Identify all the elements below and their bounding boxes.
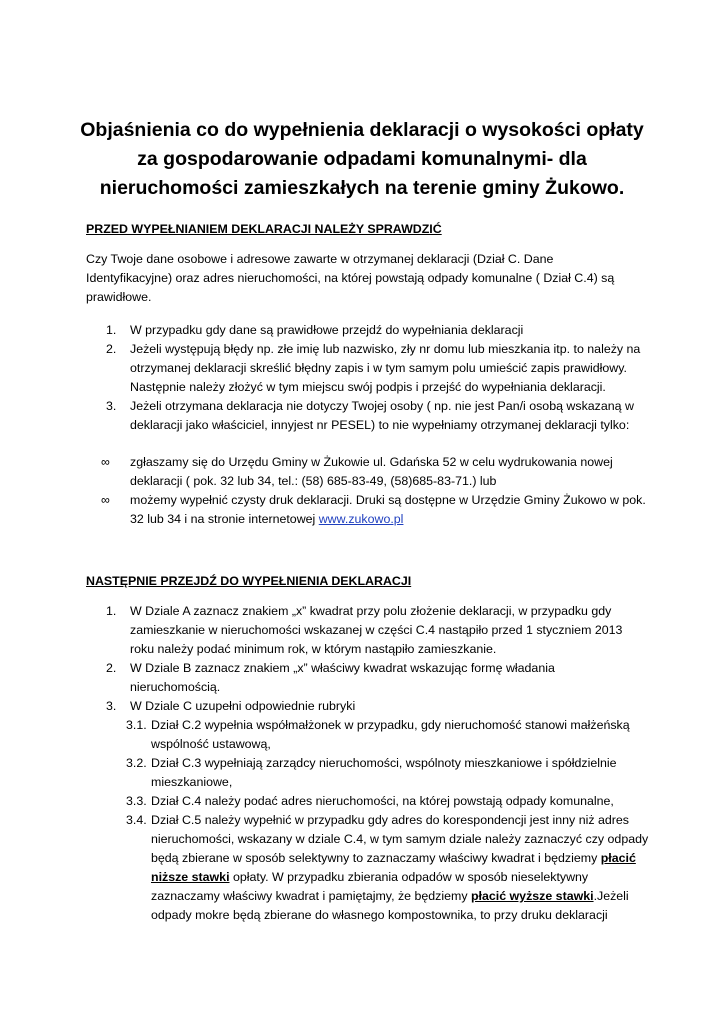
text-line: Identyfikacyjne) oraz adres nieruchomości, na której powstają odpady komunalne ( Dział C.4) są xyxy=(86,271,615,285)
text-line: roku należy podać minimum rok, w którym nastąpiło zamieszkanie. xyxy=(130,642,497,656)
title-line: za gospodarowanie odpadami komunalnymi- dla xyxy=(137,148,587,170)
text-line: Czy Twoje dane osobowe i adresowe zawarte w otrzymanej deklaracji (Dział C. Dane xyxy=(86,252,554,266)
section-heading-fill: NASTĘPNIE PRZEJDŹ DO WYPEŁNIENIA DEKLARACJI xyxy=(86,574,412,588)
text-fragment: opłaty. W przypadku zbierania odpadów w sposób nieselektywny xyxy=(229,870,589,884)
text-line xyxy=(151,849,648,868)
text-line: Dział C.3 wypełniają zarządcy nieruchomości, wspólnoty mieszkaniowe i spółdzielnie xyxy=(151,756,617,770)
list-item xyxy=(130,602,622,659)
text-line: Dział C.4 należy podać adres nieruchomości, na której powstają odpady komunalne, xyxy=(151,794,614,808)
text-line xyxy=(151,868,648,887)
list-number: 1. xyxy=(106,604,117,618)
infinity-bullet-icon: ∞ xyxy=(101,493,110,507)
text-line: mieszkaniowe, xyxy=(151,775,233,789)
sublist-item xyxy=(151,716,630,754)
text-fragment: będą zbierane w sposób selektywny to zaznaczamy właściwy kwadrat i będziemy xyxy=(151,851,601,865)
list-number: 2. xyxy=(106,661,117,675)
text-line: nieruchomości, wskazany w dziale C.4, w tym samym dziale należy zaznaczyć czy odpady xyxy=(151,832,649,846)
text-line xyxy=(130,510,646,529)
text-line xyxy=(151,887,648,906)
text-line: możemy wypełnić czysty druk deklaracji. Druki są dostępne w Urzędzie Gminy Żukowo w pok. xyxy=(130,493,646,507)
text-line: Jeżeli otrzymana deklaracja nie dotyczy Twojej osoby ( np. nie jest Pan/i osobą wskazaną w xyxy=(130,399,634,413)
title-line: Objaśnienia co do wypełnienia deklaracji o wysokości opłaty xyxy=(80,119,644,141)
infinity-bullet-icon: ∞ xyxy=(101,455,110,469)
list-item xyxy=(130,397,634,435)
text-line: wspólność ustawową, xyxy=(151,737,271,751)
sublist-item xyxy=(151,754,617,792)
text-line: deklaracji ( pok. 32 lub 34, tel.: (58) 685-83-49, (58)685-83-71.) lub xyxy=(130,474,497,488)
document-title xyxy=(60,116,664,203)
sublist-number: 3.2. xyxy=(126,756,147,770)
text-line: odpady mokre będą zbierane do własnego kompostownika, to przy druku deklaracji xyxy=(151,908,608,922)
text-line: prawidłowe. xyxy=(86,290,152,304)
list-number: 2. xyxy=(106,342,117,356)
website-link[interactable]: www.zukowo.pl xyxy=(318,512,404,526)
text-line: W Dziale B zaznacz znakiem „x” właściwy kwadrat wskazując formę władania xyxy=(130,661,555,675)
list-number: 1. xyxy=(106,323,117,337)
text-fragment: .Jeżeli xyxy=(593,889,629,903)
bullet-item xyxy=(130,453,613,491)
emphasis-lower-rate: płacić xyxy=(600,851,636,865)
text-line: W Dziale C uzupełni odpowiednie rubryki xyxy=(130,699,356,713)
text-line: zamieszkanie w nieruchomości wskazanej w części C.4 nastąpiło przed 1 styczniem 2013 xyxy=(130,623,623,637)
text-line: zgłaszamy się do Urzędu Gminy w Żukowie ul. Gdańska 52 w celu wydrukowania nowej xyxy=(130,455,613,469)
sublist-number: 3.1. xyxy=(126,718,147,732)
title-line: nieruchomości zamieszkałych na terenie gminy Żukowo. xyxy=(99,177,625,199)
sublist-number: 3.4. xyxy=(126,813,147,827)
text-fragment: 32 lub 34 i na stronie internetowej xyxy=(130,512,319,526)
list-item xyxy=(130,340,640,397)
sublist-number: 3.3. xyxy=(126,794,147,808)
text-line: W Dziale A zaznacz znakiem „x” kwadrat przy polu złożenie deklaracji, w przypadku gdy xyxy=(130,604,612,618)
emphasis-lower-rate: niższe stawki xyxy=(151,870,230,884)
intro-paragraph xyxy=(86,250,614,307)
text-line: Jeżeli występują błędy np. złe imię lub nazwisko, zły nr domu lub mieszkania itp. to należy na xyxy=(130,342,641,356)
list-item xyxy=(130,321,523,340)
text-line: Następnie należy złożyć w tym miejscu swój podpis i przejść do wypełniania deklaracji. xyxy=(130,380,606,394)
sublist-item xyxy=(151,792,614,811)
list-item xyxy=(130,697,355,716)
text-line: W przypadku gdy dane są prawidłowe przejdź do wypełniania deklaracji xyxy=(130,323,524,337)
section-heading-check: PRZED WYPEŁNIANIEM DEKLARACJI NALEŻY SPRAWDZIĆ xyxy=(86,222,442,236)
text-line: Dział C.2 wypełnia współmałżonek w przypadku, gdy nieruchomość stanowi małżeńską xyxy=(151,718,630,732)
text-line: otrzymanej deklaracji skreślić błędny zapis i w tym samym polu umieścić zapis prawidłowy. xyxy=(130,361,627,375)
list-number: 3. xyxy=(106,399,117,413)
text-line: Dział C.5 należy wypełnić w przypadku gdy adres do korespondencji jest inny niż adres xyxy=(151,813,629,827)
bullet-item xyxy=(130,491,646,529)
list-number: 3. xyxy=(106,699,117,713)
emphasis-higher-rate: płacić wyższe stawki xyxy=(470,889,594,903)
sublist-item xyxy=(151,811,648,925)
text-line: nieruchomością. xyxy=(130,680,221,694)
text-line: deklaracji jako właściciel, innyjest nr PESEL) to nie wypełniamy otrzymanej deklaracji tylko: xyxy=(130,418,630,432)
text-fragment: zaznaczamy właściwy kwadrat i pamiętajmy, że będziemy xyxy=(151,889,471,903)
list-item xyxy=(130,659,555,697)
